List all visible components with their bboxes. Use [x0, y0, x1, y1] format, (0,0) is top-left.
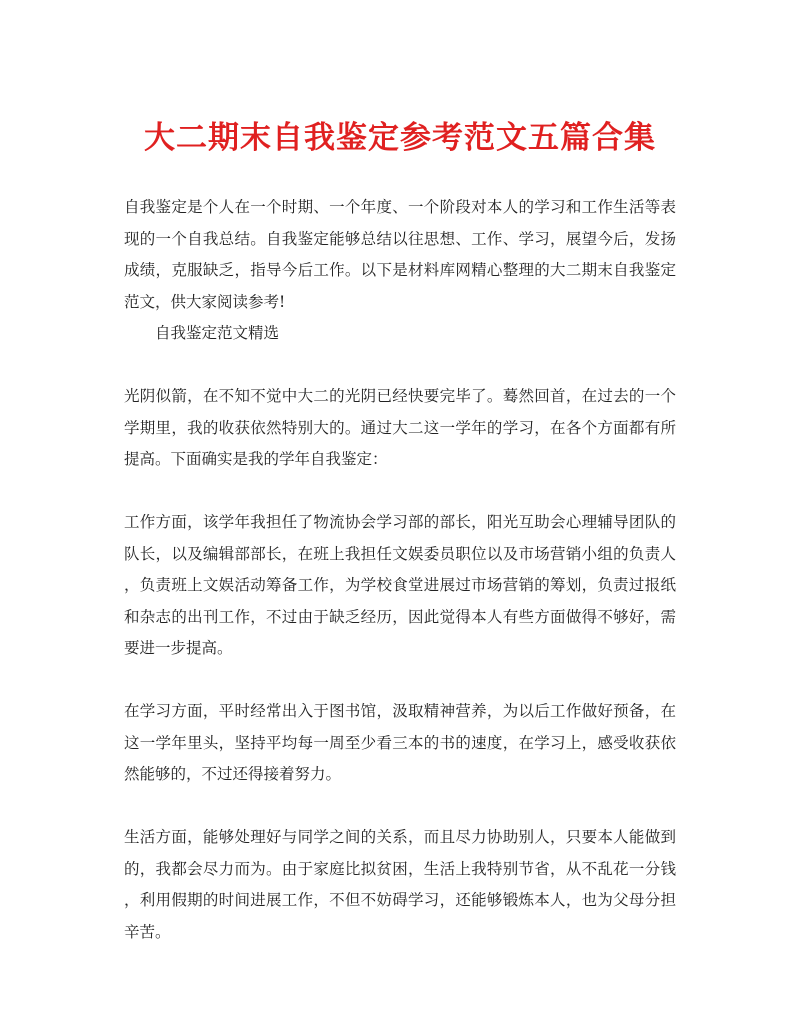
paragraph-gap — [124, 791, 676, 823]
document-title: 大二期末自我鉴定参考范文五篇合集 — [144, 120, 656, 156]
text-line: 工作方面，该学年我担任了物流协会学习部的部长，阳光互助会心理辅导团队的 — [124, 513, 676, 531]
paragraph-work — [124, 507, 676, 665]
document-body — [124, 192, 676, 948]
text-line: 和杂志的出刊工作，不过由于缺乏经历，因此觉得本人有些方面做得不够好，需 — [124, 607, 676, 626]
text-line: 现的一个自我总结。自我鉴定能够总结以往思想、工作、学习，展望今后，发扬 — [124, 229, 676, 248]
paragraph-gap — [124, 665, 676, 697]
paragraph-study — [124, 696, 676, 791]
text-line: 队长，以及编辑部部长，在班上我担任文娱委员职位以及市场营销小组的负责人 — [124, 544, 676, 563]
text-line: 学期里，我的收获依然特别大的。通过大二这一学年的学习，在各个方面都有所 — [124, 418, 676, 437]
text-line: 然能够的，不过还得接着努力。 — [124, 765, 342, 783]
text-line: ，利用假期的时间进展工作，不但不妨碍学习，还能够锻炼本人，也为父母分担 — [124, 891, 676, 909]
text-line: 的，我都会尽力而为。由于家庭比拟贫困，生活上我特别节省，从不乱花一分钱 — [124, 859, 676, 878]
paragraph-life — [124, 822, 676, 948]
text-line: 辛苦。 — [124, 922, 171, 941]
text-line: 生活方面，能够处理好与同学之间的关系，而且尽力协助别人，只要本人能做到 — [124, 828, 676, 846]
text-line: 提高。下面确实是我的学年自我鉴定： — [124, 450, 388, 468]
paragraph-opening — [124, 381, 676, 476]
paragraph-gap — [124, 350, 676, 382]
text-line: 成绩，克服缺乏，指导今后工作。以下是材料库网精心整理的大二期末自我鉴定 — [124, 261, 676, 279]
text-line: 范文，供大家阅读参考! — [124, 292, 286, 311]
section-heading: 自我鉴定范文精选 — [155, 324, 280, 342]
text-line: 在学习方面，平时经常出入于图书馆，汲取精神营养，为以后工作做好预备，在 — [124, 702, 676, 720]
text-line: 要进一步提高。 — [124, 639, 233, 657]
paragraph-gap — [124, 476, 676, 508]
text-line: 自我鉴定是个人在一个时期、一个年度、一个阶段对本人的学习和工作生活等表 — [124, 198, 676, 216]
paragraph-intro — [124, 192, 676, 350]
text-line: 这一学年里头，坚持平均每一周至少看三本的书的速度，在学习上，感受收获依 — [124, 733, 676, 752]
text-line: ，负责班上文娱活动筹备工作，为学校食堂进展过市场营销的筹划，负责过报纸 — [124, 576, 676, 594]
text-line: 光阴似箭，在不知不觉中大二的光阴已经快要完毕了。蓦然回首，在过去的一个 — [124, 387, 676, 405]
